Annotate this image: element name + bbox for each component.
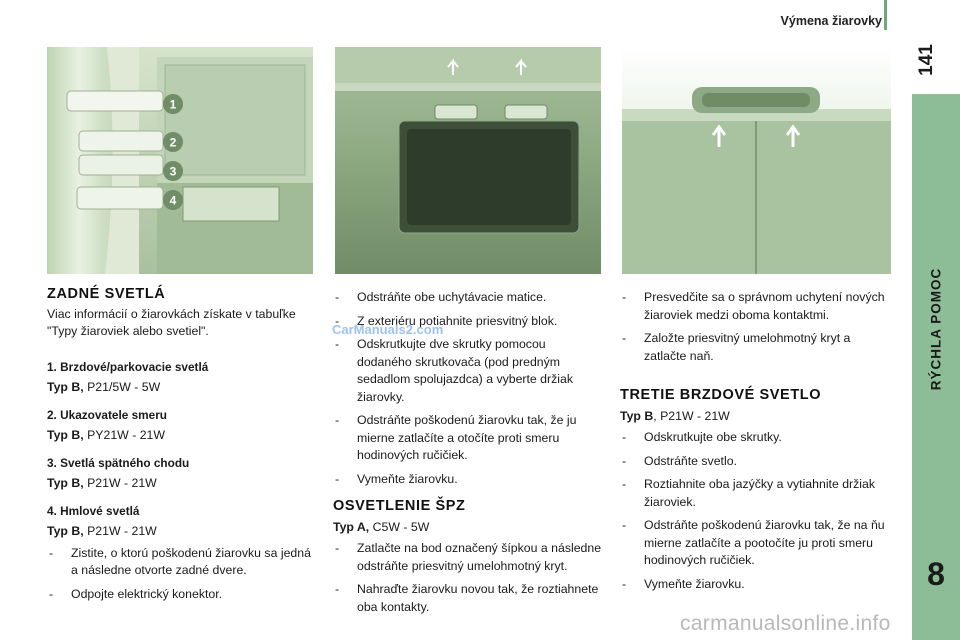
rear-lights-section [47,286,312,609]
item-fog-title: 4. Hmlové svetlá [47,503,140,518]
item-indicators-title: 2. Ukazovatele smeru [47,407,167,422]
header-rule [884,0,887,30]
third-brake-light-photo [622,47,891,274]
third-brake-light-heading: TRETIE BRZDOVÉ SVETLO [620,387,822,403]
callout-4 [163,190,183,210]
item-reversing-title: 3. Svetlá spätného chodu [47,455,190,470]
callout-2 [163,132,183,152]
callout-2-label: 2 [169,135,177,150]
header-title: Výmena žiarovky [780,14,882,28]
list-item: - Roztiahnite oba jazýčky a vytiahnite držiak žiaroviek. [620,476,890,511]
plate-lights-steps-continued [620,289,890,365]
callout-1-label: 1 [169,97,177,112]
callout-4-label: 4 [169,193,177,208]
list-item: - Zistite, o ktorú poškodenú žiarovku sa jedná a následne otvorte zadné dvere. [47,545,312,580]
list-item: - Nahraďte žiarovku novou tak, že roztiahnete oba kontakty. [333,581,603,616]
third-brake-light-steps [620,429,890,593]
list-item: - Z exteriéru potiahnite priesvitný blok. [333,313,603,331]
list-item: - Odstráňte obe uchytávacie matice. [333,289,603,307]
list-item: - Odskrutkujte obe skrutky. [620,429,890,447]
callout-1 [163,94,183,114]
rear-lights-steps [47,545,312,604]
plate-lights-steps [333,540,603,616]
plate-lights-heading: OSVETLENIE ŠPZ [333,498,466,514]
rear-lights-photo [47,47,313,274]
callout-3 [163,161,183,181]
list-item: - Založte priesvitný umelohmotný kryt a zatlačte naň. [620,330,890,365]
rear-lights-intro: Viac informácií o žiarovkách získate v tabuľke "Typy žiaroviek alebo svetiel". [47,306,296,338]
list-item: - Presvedčite sa o správnom uchytení nových žiaroviek medzi oboma kontaktmi. [620,289,890,324]
page-number: 141 [916,44,937,76]
list-item: - Odstráňte svetlo. [620,453,890,471]
list-item: - Vymeňte žiarovku. [620,576,890,594]
plate-lights-photo [335,47,601,274]
plate-lights-type: Typ A, C5W - 5W [333,519,430,534]
item-fog-type: Typ B, P21W - 21W [47,524,157,538]
chapter-sidebar [912,94,960,640]
list-item: - Vymeňte žiarovku. [333,471,603,489]
list-item: - Odskrutkujte dve skrutky pomocou dodaného skrutkovača (pod predným sedadlom spolujazdca) a vyberte držiak žiarovky. [333,336,603,406]
third-brake-light-type: Typ B, P21W - 21W [620,408,730,423]
chapter-number: 8 [927,556,945,592]
sidebar-label: RÝCHLA POMOC [928,267,944,391]
watermark-top: CarManuals2.com [332,322,444,337]
item-indicators-type: Typ B, PY21W - 21W [47,428,165,442]
item-reversing-type: Typ B, P21W - 21W [47,476,157,490]
rear-lights-heading: ZADNÉ SVETLÁ [47,286,166,302]
callout-3-label: 3 [169,164,177,179]
item-brake-parking-title: 1. Brzdové/parkovacie svetlá [47,359,209,374]
right-column [620,285,890,599]
list-item: - Odstráňte poškodenú žiarovku tak, že na ňu mierne zatlačíte a pootočíte ju proti smeru hodinových ručičiek. [620,517,890,570]
list-item: - Odpojte elektrický konektor. [47,586,312,604]
list-item: - Odstráňte poškodenú žiarovku tak, že ju mierne zatlačíte a otočíte proti smeru hodinových ručičiek. [333,412,603,465]
list-item: - Zatlačte na bod označený šípkou a následne odstráňte priesvitný umelohmotný kryt. [333,540,603,575]
item-brake-parking-type: Typ B, P21/5W - 5W [47,380,161,394]
watermark-bottom: carmanualsonline.info [680,612,891,635]
rear-lights-steps-continued [333,289,603,488]
